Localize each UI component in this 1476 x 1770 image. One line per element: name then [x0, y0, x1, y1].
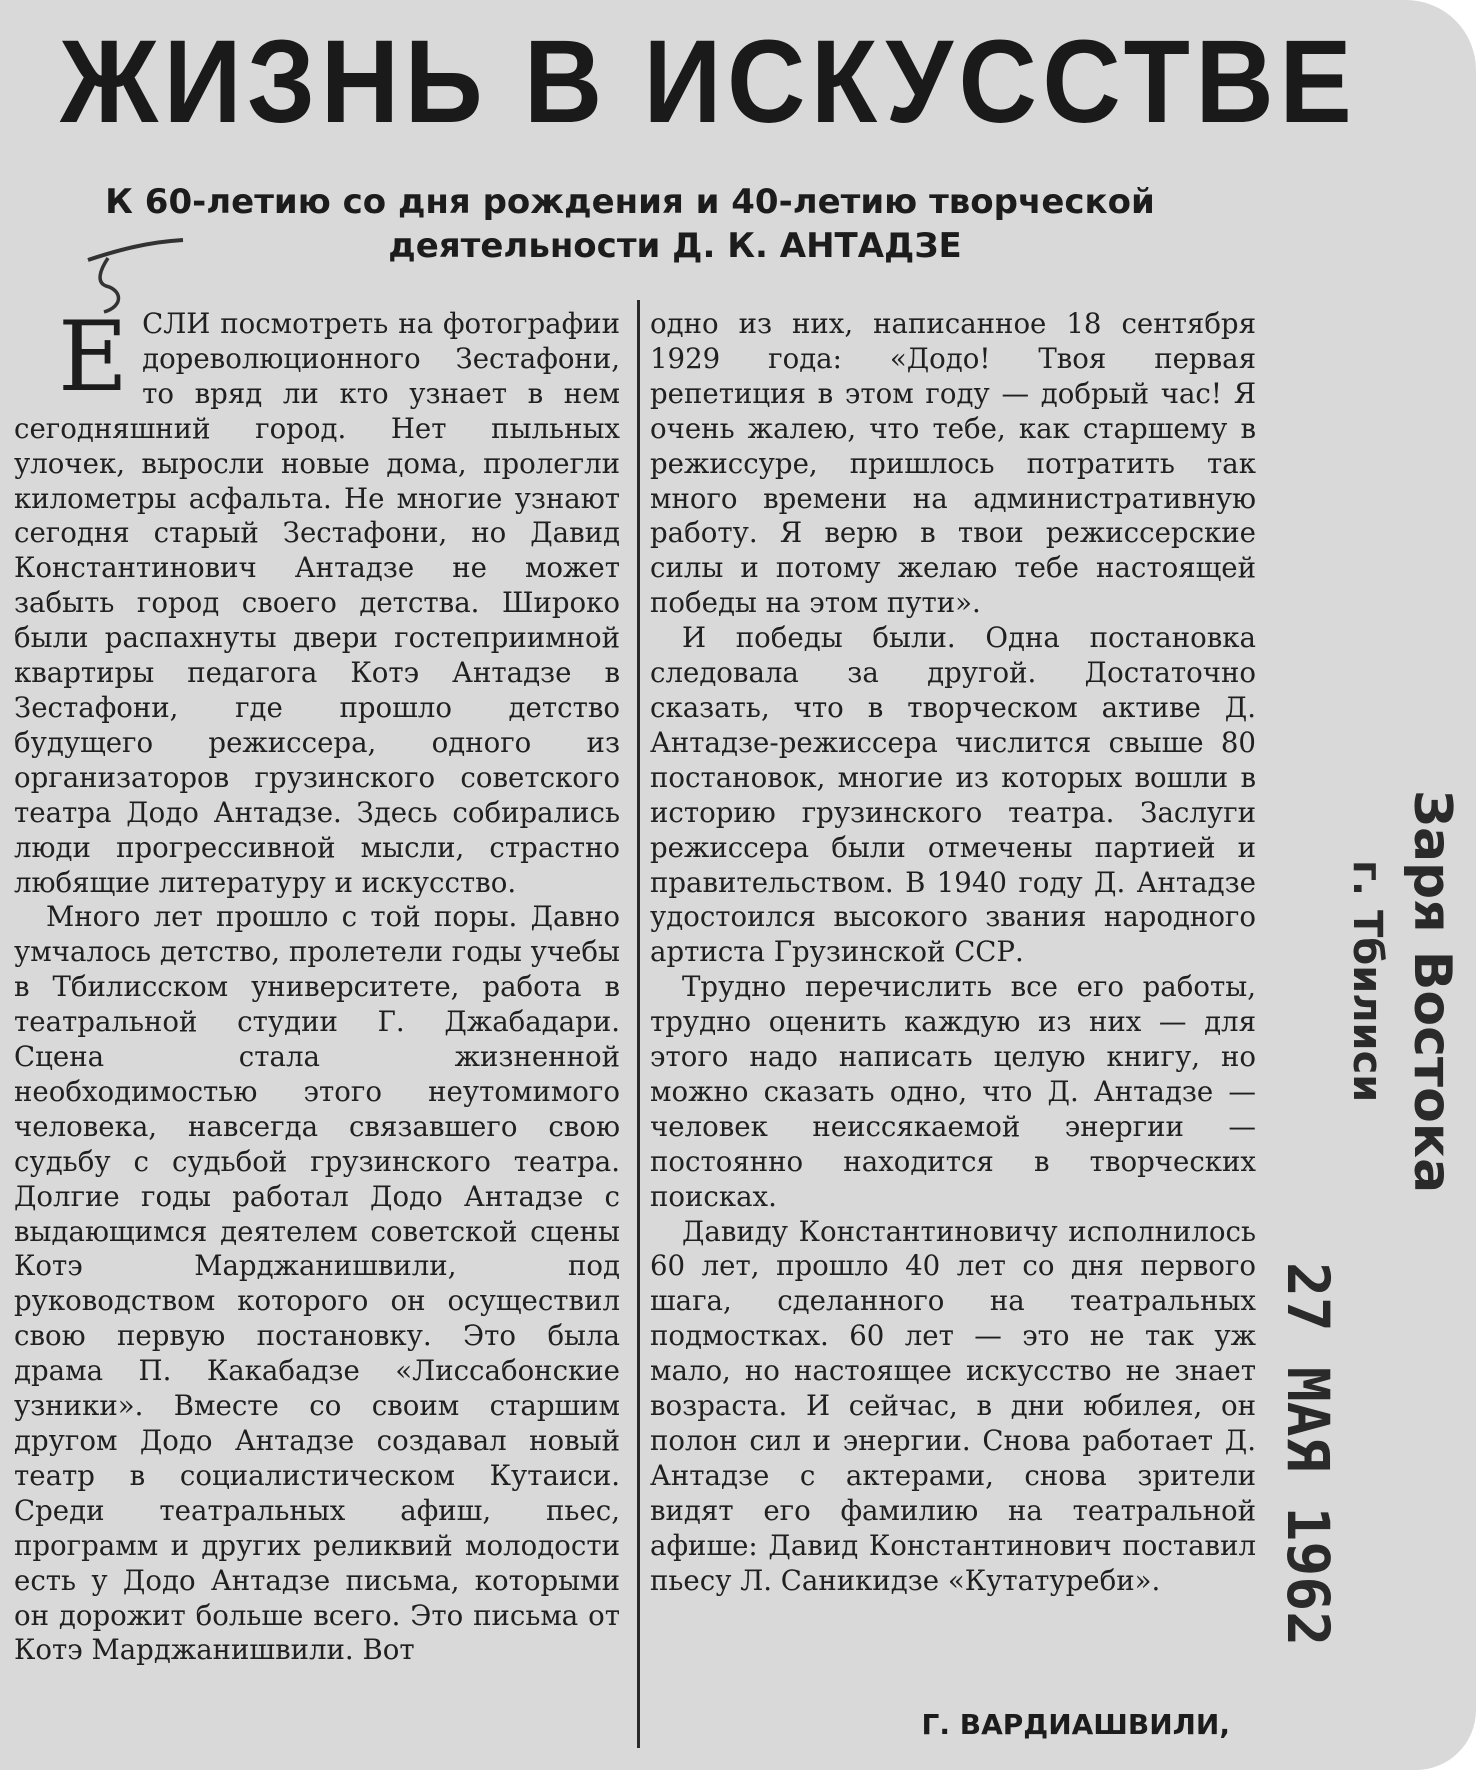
- article-column-left: [14, 301, 620, 1668]
- article-column-right: [650, 307, 1256, 1599]
- article-paragraph: Давиду Константиновичу исполнилось 60 лет, прошло 40 лет со дня первого шага, сделанного на театральных подмостках. 60 лет — это не так уж мало, но настоящее искусство не знает возраста. И сейчас, в дни юбилея, он полон сил и энергии. Снова работает Д. Антадзе с актерами, снова зрители видят его фамилию на театральной афише: Давид Константинович поставил пьесу Л. Саникидзе «Кутатуреби».: [650, 1214, 1256, 1597]
- subheading: [80, 180, 1180, 268]
- article-paragraph: одно из них, написанное 18 сентября 1929 года: «Додо! Твоя первая репетиция в этом году — добрый час! Я очень жалею, что тебе, как старшему в режиссуре, пришлось потратить так много времени на административную работу. Я верю в твои режиссерские силы и потому желаю тебе настоящей победы на этом пути».: [650, 307, 1256, 620]
- stamp-date: 27 МАЯ 1962: [1274, 1262, 1342, 1647]
- article-paragraph: И победы были. Одна постановка следовала за другой. Достаточно сказать, что в творческом активе Д. Антадзе-режиссера числится свыше 80 постановок, многие из которых вошли в историю грузинского театра. Заслуги режиссера были отмечены партией и правительством. В 1940 году Д. Антадзе удостоился высокого звания народного артиста Грузинской ССР.: [650, 621, 1256, 969]
- article-paragraph: Трудно перечислить все его работы, трудно оценить каждую из них — для этого надо написать целую книгу, но можно сказать одно, что Д. Антадзе — человек неиссякаемой энергии — постоянно находится в творческих поисках.: [650, 970, 1256, 1213]
- subheading-line-1: К 60-летию со дня рождения и 40-летию творческой: [105, 182, 1155, 222]
- article-paragraph: СЛИ посмотреть на фотографии дореволюционного Зестафони, то вряд ли кто узнает в нем сегодняшний город. Нет пыльных улочек, выросли новые дома, пролегли километры асфальта. Не многие узнают сегодня старый Зестафони, но Давид Константинович Антадзе не может забыть город своего детства. Широко были распахнуты двери гостеприимной квартиры педагога Котэ Антадзе в Зестафони, где прошло детство будущего режиссера, одного из организаторов грузинского советского театра Додо Антадзе. Здесь собирались люди прогрессивной мысли, страстно любящие литературу и искусство.: [14, 307, 620, 899]
- headline: ЖИЗНЬ В ИСКУССТВЕ: [60, 16, 1358, 148]
- stamp-newspaper-name: Заря Востока: [1402, 790, 1462, 1194]
- stamp-city: г. Тбилиси: [1344, 860, 1390, 1103]
- drop-cap: Е: [58, 301, 129, 413]
- article-paragraph: Много лет прошло с той поры. Давно умчалось детство, пролетели годы учебы в Тбилисском университете, работа в театральной студии Г. Джабадари. Сцена стала жизненной необходимостью этого неутомимого человека, навсегда связавшего свою судьбу с судьбой грузинского театра. Долгие годы работал Додо Антадзе с выдающимся деятелем советской сцены Котэ Марджанишвили, под руководством которого он осуществил свою первую постановку. Это была драма П. Какабадзе «Лиссабонские узники». Вместе со своим старшим другом Додо Антадзе создавал новый театр в социалистическом Кутаиси. Среди театральных афиш, пьес, программ и других реликвий молодости есть у Додо Антадзе письма, которыми он дорожит больше всего. Это письма от Котэ Марджанишвили. Вот: [14, 900, 620, 1667]
- column-divider: [637, 300, 640, 1748]
- author-signature: Г. ВАРДИАШВИЛИ,: [921, 1708, 1230, 1741]
- subheading-line-2: деятельности Д. К. АНТАДЗЕ: [388, 226, 962, 266]
